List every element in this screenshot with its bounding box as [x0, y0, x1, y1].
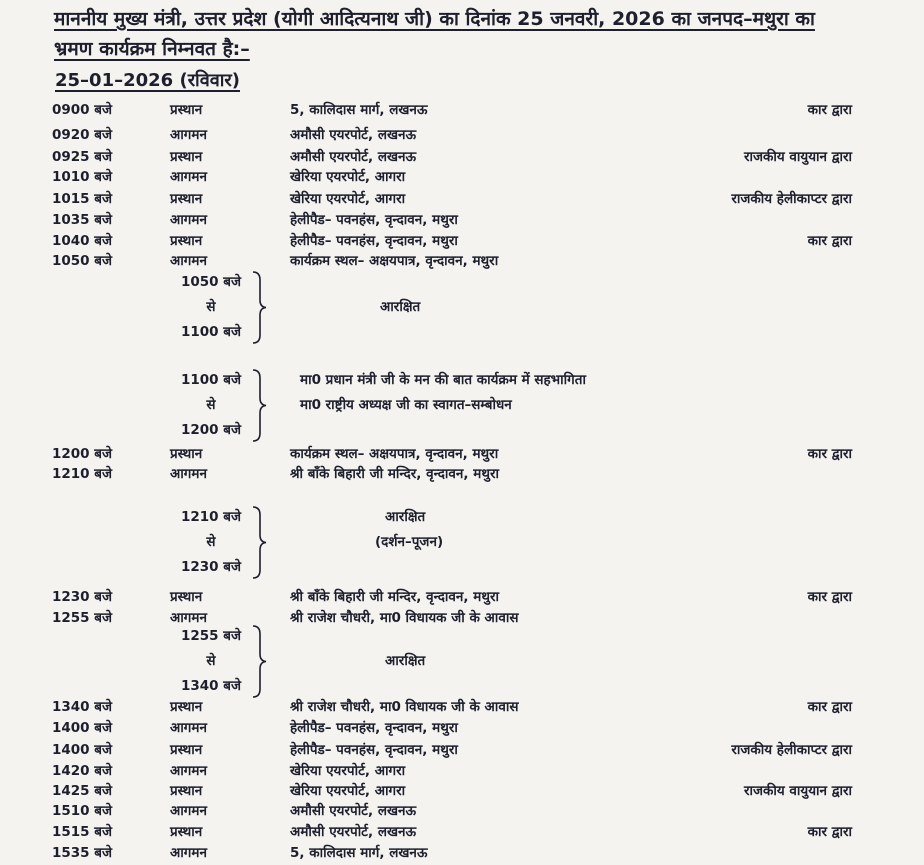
schedule-row: [0, 147, 924, 169]
row-activity: प्रस्थान: [170, 824, 203, 840]
row-activity: आगमन: [170, 803, 207, 819]
block-sep: से: [206, 653, 216, 669]
block-from: 1050 बजे: [181, 274, 241, 290]
row-time: 1420 बजे: [52, 763, 112, 779]
row-activity: प्रस्थान: [170, 233, 203, 249]
block-from: 1255 बजे: [181, 628, 241, 644]
block-time-range: [168, 368, 254, 443]
row-place: हेलीपैड– पवनहंस, वृन्दावन, मथुरा: [290, 212, 458, 228]
date-header: 25–01–2026 (रविवार): [55, 70, 240, 91]
schedule-row: [0, 189, 924, 211]
schedule-row: [0, 761, 924, 783]
row-place: श्री राजेश चौधरी, मा0 विधायक जी के आवास: [290, 699, 519, 715]
row-place: खेरिया एयरपोर्ट, आगरा: [290, 763, 406, 779]
row-time: 1230 बजे: [52, 589, 112, 605]
row-activity: आगमन: [170, 169, 207, 185]
block-sep: से: [206, 534, 216, 550]
row-place: अमौसी एयरपोर्ट, लखनऊ: [290, 149, 417, 165]
block-description: [380, 295, 420, 320]
block-from: 1210 बजे: [181, 509, 241, 525]
curly-brace-icon: [250, 270, 268, 345]
row-activity: आगमन: [170, 466, 207, 482]
row-time: 1200 बजे: [52, 446, 112, 462]
row-time: 1510 बजे: [52, 803, 112, 819]
row-mode: राजकीय वायुयान द्वारा: [743, 149, 852, 165]
row-mode: कार द्वारा: [807, 699, 852, 715]
row-activity: प्रस्थान: [170, 102, 203, 118]
row-mode: राजकीय हेलीकाप्टर द्वारा: [731, 191, 852, 207]
schedule-row: [0, 125, 924, 147]
row-place: हेलीपैड– पवनहंस, वृन्दावन, मथुरा: [290, 720, 458, 736]
row-mode: कार द्वारा: [807, 589, 852, 605]
schedule-row: [0, 231, 924, 253]
row-place: श्री राजेश चौधरी, मा0 विधायक जी के आवास: [290, 610, 519, 626]
row-place: कार्यक्रम स्थल– अक्षयपात्र, वृन्दावन, मथुरा: [290, 253, 499, 269]
row-time: 1400 बजे: [52, 720, 112, 736]
block-to: 1340 बजे: [181, 678, 241, 694]
heading-line-2: भ्रमण कार्यक्रम निम्नवत है:–: [54, 38, 250, 60]
row-activity: आगमन: [170, 253, 207, 269]
row-time: 1040 बजे: [52, 233, 112, 249]
row-place: हेलीपैड– पवनहंस, वृन्दावन, मथुरा: [290, 233, 458, 249]
schedule-row: [0, 210, 924, 232]
block-to: 1100 बजे: [181, 324, 241, 340]
schedule-row: [0, 843, 924, 865]
block-line: आरक्षित: [385, 509, 426, 525]
curly-brace-icon: [250, 505, 268, 580]
document-heading: [54, 4, 884, 64]
row-activity: आगमन: [170, 720, 207, 736]
row-time: 1050 बजे: [52, 253, 112, 269]
schedule-row: [0, 444, 924, 466]
block-description: [375, 505, 444, 555]
schedule-row: [0, 587, 924, 609]
row-activity: प्रस्थान: [170, 589, 203, 605]
heading-line-1: माननीय मुख्य मंत्री, उत्तर प्रदेश (योगी आदित्यनाथ जी) का दिनांक 25 जनवरी, 2026 का जनपद–मथुरा का: [54, 8, 815, 30]
row-activity: प्रस्थान: [170, 191, 203, 207]
block-time-range: [168, 624, 254, 699]
block-sep: से: [206, 397, 216, 413]
row-time: 1535 बजे: [52, 845, 112, 861]
row-place: अमौसी एयरपोर्ट, लखनऊ: [290, 127, 417, 143]
row-time: 0925 बजे: [52, 149, 112, 165]
block-line: आरक्षित: [380, 299, 421, 315]
block-time-range: [168, 505, 254, 580]
row-mode: कार द्वारा: [807, 102, 852, 118]
row-activity: आगमन: [170, 845, 207, 861]
row-time: 0900 बजे: [52, 102, 112, 118]
row-mode: कार द्वारा: [807, 233, 852, 249]
row-time: 1255 बजे: [52, 610, 112, 626]
block-line: (दर्शन–पूजन): [375, 534, 444, 550]
row-time: 1010 बजे: [52, 169, 112, 185]
row-activity: प्रस्थान: [170, 699, 203, 715]
block-from: 1100 बजे: [181, 372, 241, 388]
row-mode: कार द्वारा: [807, 446, 852, 462]
row-activity: प्रस्थान: [170, 742, 203, 758]
block-line: मा0 प्रधान मंत्री जी के मन की बात कार्यक्रम में सहभागिता: [300, 372, 586, 388]
row-time: 1035 बजे: [52, 212, 112, 228]
row-time: 1515 बजे: [52, 824, 112, 840]
schedule-row: [0, 251, 924, 273]
row-activity: प्रस्थान: [170, 149, 203, 165]
row-mode: राजकीय हेलीकाप्टर द्वारा: [731, 742, 852, 758]
row-place: खेरिया एयरपोर्ट, आगरा: [290, 783, 406, 799]
row-time: 1400 बजे: [52, 742, 112, 758]
row-place: 5, कालिदास मार्ग, लखनऊ: [290, 102, 428, 118]
block-line: मा0 राष्ट्रीय अध्यक्ष जी का स्वागत–सम्बोधन: [300, 397, 512, 413]
row-activity: आगमन: [170, 212, 207, 228]
row-place: अमौसी एयरपोर्ट, लखनऊ: [290, 824, 417, 840]
schedule-row: [0, 100, 924, 122]
row-place: 5, कालिदास मार्ग, लखनऊ: [290, 845, 428, 861]
schedule-row: [0, 718, 924, 740]
row-place: खेरिया एयरपोर्ट, आगरा: [290, 191, 406, 207]
row-place: खेरिया एयरपोर्ट, आगरा: [290, 169, 406, 185]
row-place: कार्यक्रम स्थल– अक्षयपात्र, वृन्दावन, मथुरा: [290, 446, 499, 462]
row-place: अमौसी एयरपोर्ट, लखनऊ: [290, 803, 417, 819]
block-line: आरक्षित: [385, 653, 426, 669]
row-activity: प्रस्थान: [170, 783, 203, 799]
row-place: श्री बाँके बिहारी जी मन्दिर, वृन्दावन, मथुरा: [290, 466, 499, 482]
row-activity: आगमन: [170, 127, 207, 143]
row-time: 1340 बजे: [52, 699, 112, 715]
schedule-row: [0, 167, 924, 189]
row-activity: आगमन: [170, 763, 207, 779]
row-place: हेलीपैड– पवनहंस, वृन्दावन, मथुरा: [290, 742, 458, 758]
block-description: [385, 649, 425, 674]
schedule-row: [0, 608, 924, 630]
block-description: [300, 368, 586, 418]
curly-brace-icon: [250, 624, 268, 699]
block-to: 1230 बजे: [181, 559, 241, 575]
row-mode: राजकीय वायुयान द्वारा: [743, 783, 852, 799]
row-time: 1210 बजे: [52, 466, 112, 482]
row-activity: प्रस्थान: [170, 446, 203, 462]
schedule-row: [0, 822, 924, 844]
schedule-row: [0, 697, 924, 719]
row-place: श्री बाँके बिहारी जी मन्दिर, वृन्दावन, मथुरा: [290, 589, 499, 605]
schedule-row: [0, 801, 924, 823]
block-sep: से: [206, 299, 216, 315]
schedule-row: [0, 740, 924, 762]
curly-brace-icon: [250, 368, 268, 443]
schedule-row: [0, 464, 924, 486]
row-activity: आगमन: [170, 610, 207, 626]
row-mode: कार द्वारा: [807, 824, 852, 840]
schedule-row: [0, 781, 924, 803]
block-to: 1200 बजे: [181, 422, 241, 438]
block-time-range: [168, 270, 254, 345]
row-time: 1015 बजे: [52, 191, 112, 207]
row-time: 0920 बजे: [52, 127, 112, 143]
row-time: 1425 बजे: [52, 783, 112, 799]
